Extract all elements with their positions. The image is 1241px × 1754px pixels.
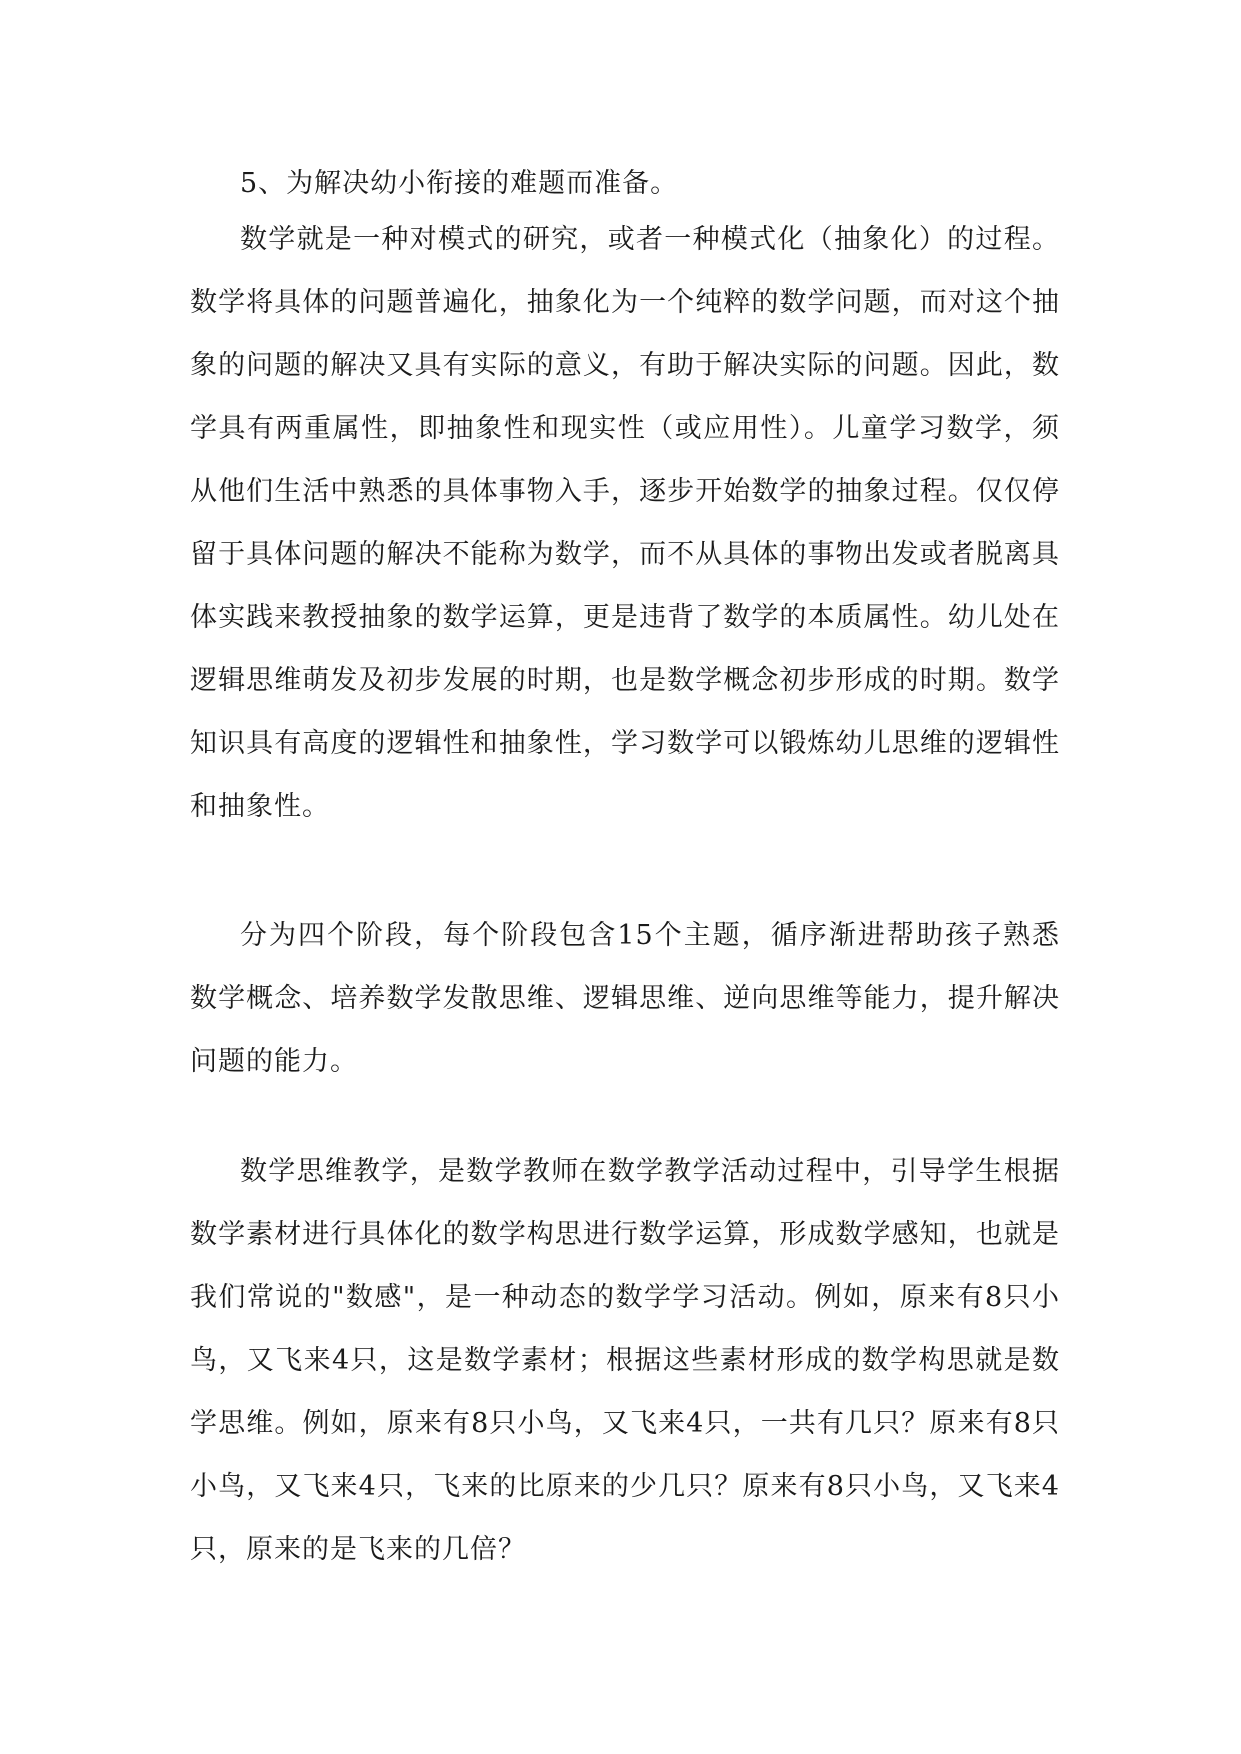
paragraph-four-stages: 分为四个阶段，每个阶段包含15个主题，循序渐进帮助孩子熟悉数学概念、培养数学发散思维、逻辑思维、逆向思维等能力，提升解决问题的能力。: [190, 920, 1060, 1077]
paragraph-item-5: 5、为解决幼小衔接的难题而准备。: [240, 168, 679, 199]
paragraph-math-definition: 数学就是一种对模式的研究，或者一种模式化（抽象化）的过程。数学将具体的问题普遍化，抽象化为一个纯粹的数学问题，而对这个抽象的问题的解决又具有实际的意义，有助于解决实际的问题。因此，数学具有两重属性，即抽象性和现实性（或应用性）。儿童学习数学，须从他们生活中熟悉的具体事物入手，逐步开始数学的抽象过程。仅仅停留于具体问题的解决不能称为数学，而不从具体的事物出发或者脱离具体实践来教授抽象的数学运算，更是违背了数学的本质属性。幼儿处在逻辑思维萌发及初步发展的时期，也是数学概念初步形成的时期。数学知识具有高度的逻辑性和抽象性，学习数学可以锻炼幼儿思维的逻辑性和抽象性。: [190, 224, 1060, 822]
paragraph-math-thinking: 数学思维教学，是数学教师在数学教学活动过程中，引导学生根据数学素材进行具体化的数学构思进行数学运算，形成数学感知，也就是我们常说的"数感"，是一种动态的数学学习活动。例如，原来有8只小鸟，又飞来4只，这是数学素材；根据这些素材形成的数学构思就是数学思维。例如，原来有8只小鸟，又飞来4只，一共有几只？原来有8只小鸟，又飞来4只，飞来的比原来的少几只？原来有8只小鸟，又飞来4只，原来的是飞来的几倍？: [190, 1156, 1060, 1565]
